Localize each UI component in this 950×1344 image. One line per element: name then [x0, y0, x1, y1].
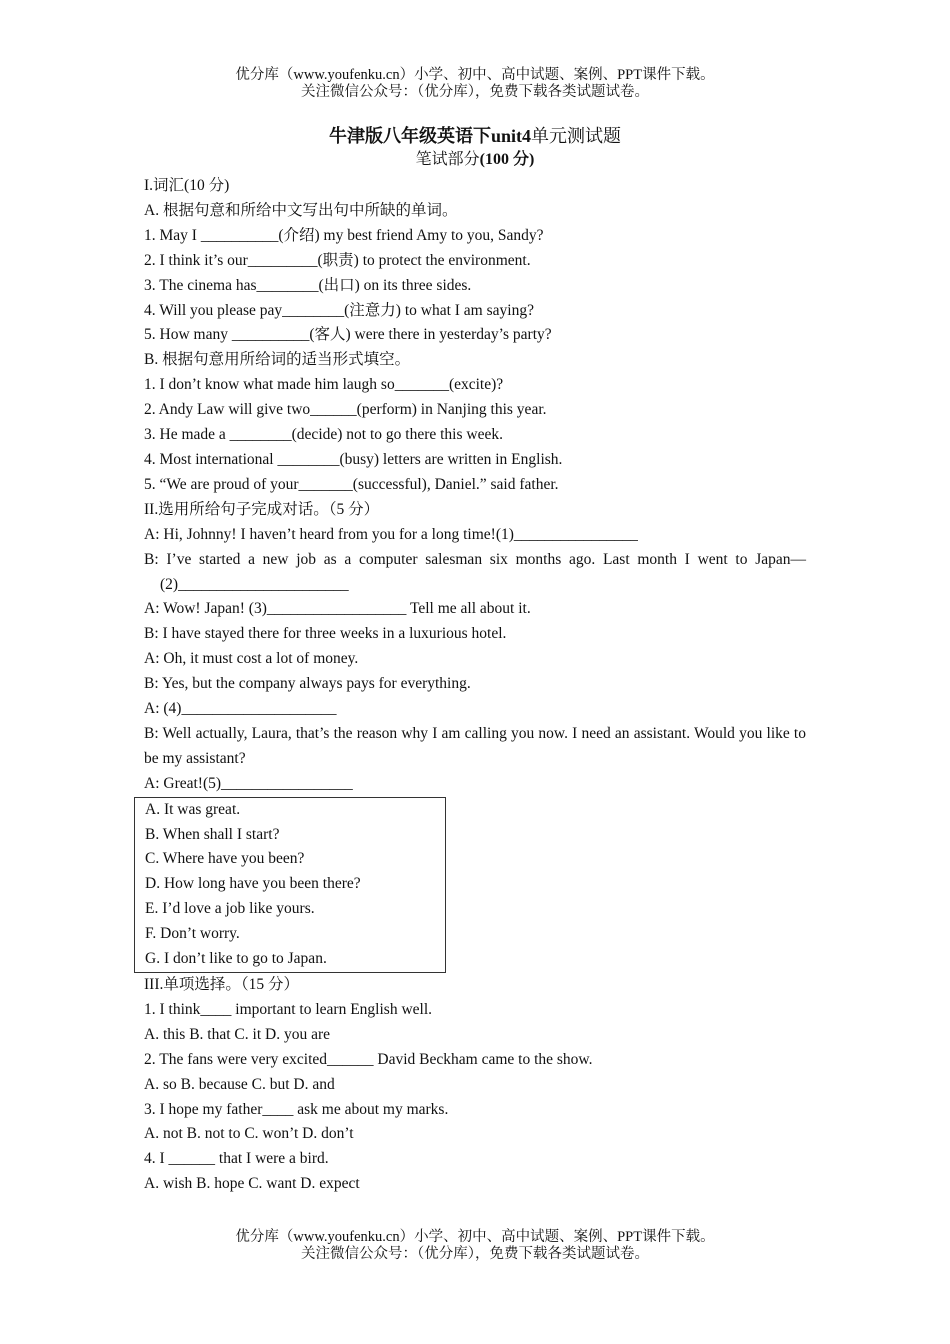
vocab-b-item: 2. Andy Law will give two______(perform) in Nanjing this year. [144, 401, 547, 419]
question-stem: 4. I ______ that I were a bird. [144, 1150, 329, 1168]
dialogue-options-box [134, 797, 446, 973]
header-line-2: 关注微信公众号：（优分库），免费下载各类试题试卷。 [301, 84, 649, 100]
dialogue-line: B: Well actually, Laura, that’s the reason why I am calling you now. I need an assistant. Would you like to be my assistant? [144, 724, 806, 767]
vocab-a-item: 4. Will you please pay________(注意力) to what I am saying? [144, 301, 534, 319]
question-choices: A. wish B. hope C. want D. expect [144, 1175, 360, 1193]
dialogue-option: F. Don’t worry. [145, 925, 240, 943]
page-header [0, 67, 950, 101]
dialogue-line: B: Yes, but the company always pays for everything. [144, 675, 471, 693]
vocab-a-item: 5. How many __________(客人) were there in yesterday’s party? [144, 326, 552, 344]
dialogue-line: B: I’ve started a new job as a computer salesman six months ago. Last month I went to Japan—(2)______________________ [144, 550, 806, 593]
question-stem: 2. The fans were very excited______ David Beckham came to the show. [144, 1050, 593, 1068]
section-2-heading: II.选用所给句子完成对话。（5 分） [144, 500, 380, 518]
dialogue-option: B. When shall I start? [145, 825, 280, 843]
question-stem: 3. I hope my father____ ask me about my marks. [144, 1100, 449, 1118]
vocab-b-item: 1. I don’t know what made him laugh so_______(excite)? [144, 376, 504, 394]
exam-content [144, 174, 806, 1197]
dialogue-line: A: (4)____________________ [144, 700, 337, 718]
part-b-instruction: B. 根据句意用所给词的适当形式填空。 [144, 351, 411, 369]
question-choices: A. this B. that C. it D. you are [144, 1025, 330, 1043]
vocab-a-item: 1. May I __________(介绍) my best friend Amy to you, Sandy? [144, 226, 544, 244]
question-choices: A. not B. not to C. won’t D. don’t [144, 1125, 354, 1143]
part-a-instruction: A. 根据句意和所给中文写出句中所缺的单词。 [144, 201, 458, 219]
dialogue-line: A: Oh, it must cost a lot of money. [144, 650, 359, 668]
dialogue-option: C. Where have you been? [145, 850, 305, 868]
vocab-b-item: 3. He made a ________(decide) not to go there this week. [144, 426, 503, 444]
title-block [0, 124, 950, 172]
page-title [0, 124, 950, 148]
vocab-a-item: 3. The cinema has________(出口) on its three sides. [144, 276, 472, 294]
section-1-heading: I.词汇(10 分) [144, 177, 230, 194]
title-normal: 单元测试题 [531, 126, 622, 146]
dialogue-line: A: Wow! Japan! (3)__________________ Tell me all about it. [144, 600, 531, 618]
question-choices: A. so B. because C. but D. and [144, 1075, 335, 1093]
footer-line-2: 关注微信公众号：（优分库），免费下载各类试题试卷。 [301, 1246, 649, 1262]
page-subtitle [0, 148, 950, 172]
subtitle-bold: (100 分) [479, 151, 535, 168]
footer-line-1: 优分库（www.youfenku.cn）小学、初中、高中试题、案例、PPT课件下载。 [235, 1229, 715, 1245]
title-bold: 牛津版八年级英语下unit4 [328, 126, 532, 146]
dialogue-line: A: Great!(5)_________________ [144, 774, 353, 792]
vocab-b-item: 5. “We are proud of your_______(successful), Daniel.” said father. [144, 475, 559, 493]
dialogue-option: A. It was great. [145, 800, 241, 818]
dialogue-option: E. I’d love a job like yours. [145, 900, 315, 918]
dialogue-option: G. I don’t like to go to Japan. [145, 950, 327, 968]
header-line-1: 优分库（www.youfenku.cn）小学、初中、高中试题、案例、PPT课件下载。 [235, 67, 715, 83]
subtitle-normal: 笔试部分 [415, 151, 480, 168]
dialogue-line: B: I have stayed there for three weeks in a luxurious hotel. [144, 625, 507, 643]
question-stem: 1. I think____ important to learn English well. [144, 1000, 432, 1018]
dialogue-option: D. How long have you been there? [145, 875, 361, 893]
vocab-b-item: 4. Most international ________(busy) letters are written in English. [144, 450, 563, 468]
section-3-heading: III.单项选择。（15 分） [144, 976, 299, 993]
vocab-a-item: 2. I think it’s our_________(职责) to protect the environment. [144, 251, 531, 269]
dialogue-line: A: Hi, Johnny! I haven’t heard from you for a long time!(1)________________ [144, 525, 638, 543]
page-footer [0, 1229, 950, 1263]
